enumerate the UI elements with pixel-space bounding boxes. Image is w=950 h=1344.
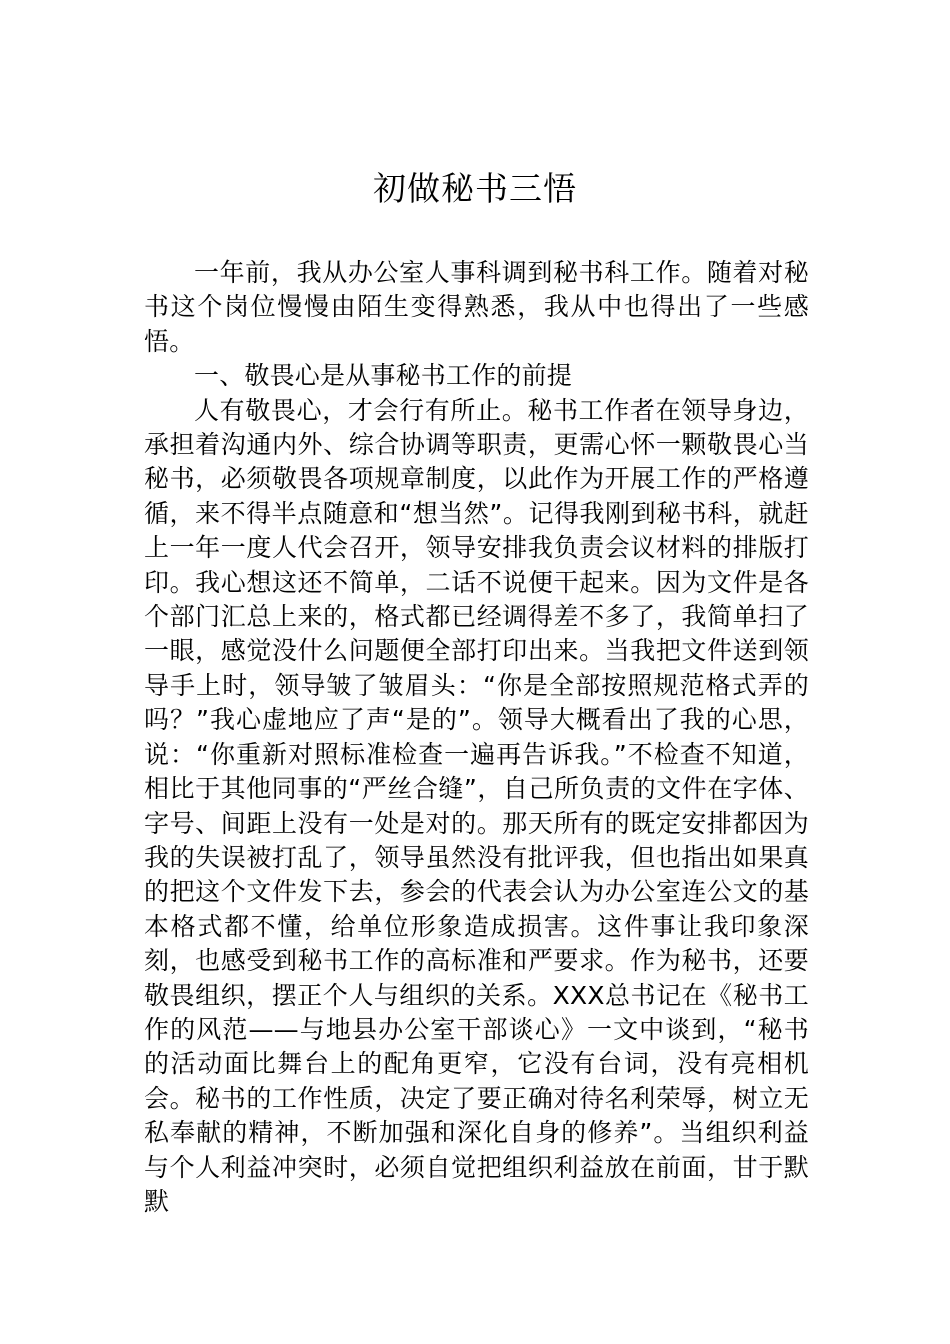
document-body <box>144 256 809 1219</box>
body-paragraph: 人有敬畏心，才会行有所止。秘书工作者在领导身边，承担着沟通内外、综合协调等职责，更需心怀一颗敬畏心当秘书，必须敬畏各项规章制度，以此作为开展工作的严格遵循，来不得半点随意和“想当然”。记得我刚到秘书科，就赶上一年一度人代会召开，领导安排我负责会议材料的排版打印。我心想这还不简单，二话不说便干起来。因为文件是各个部门汇总上来的，格式都已经调得差不多了，我简单扫了一眼，感觉没什么问题便全部打印出来。当我把文件送到领导手上时，领导皱了皱眉头：“你是全部按照规范格式弄的吗？”我心虚地应了声“是的”。领导大概看出了我的心思，说：“你重新对照标准检查一遍再告诉我。”不检查不知道，相比于其他同事的“严丝合缝”，自己所负责的文件在字体、字号、间距上没有一处是对的。那天所有的既定安排都因为我的失误被打乱了，领导虽然没有批评我，但也指出如果真的把这个文件发下去，参会的代表会认为办公室连公文的基本格式都不懂，给单位形象造成损害。这件事让我印象深刻，也感受到秘书工作的高标准和严要求。作为秘书，还要敬畏组织，摆正个人与组织的关系。XXX总书记在《秘书工作的风范——与地县办公室干部谈心》一文中谈到，“秘书的活动面比舞台上的配角更窄，它没有台词，没有亮相机会。秘书的工作性质，决定了要正确对待名利荣辱，树立无私奉献的精神，不断加强和深化自身的修养”。当组织利益与个人利益冲突时，必须自觉把组织利益放在前面，甘于默默 <box>144 395 809 1216</box>
intro-paragraph: 一年前，我从办公室人事科调到秘书科工作。随着对秘书这个岗位慢慢由陌生变得熟悉，我从中也得出了一些感悟。 <box>144 258 809 356</box>
section-heading: 一、敬畏心是从事秘书工作的前提 <box>194 361 573 391</box>
document-title: 初做秘书三悟 <box>373 169 577 208</box>
